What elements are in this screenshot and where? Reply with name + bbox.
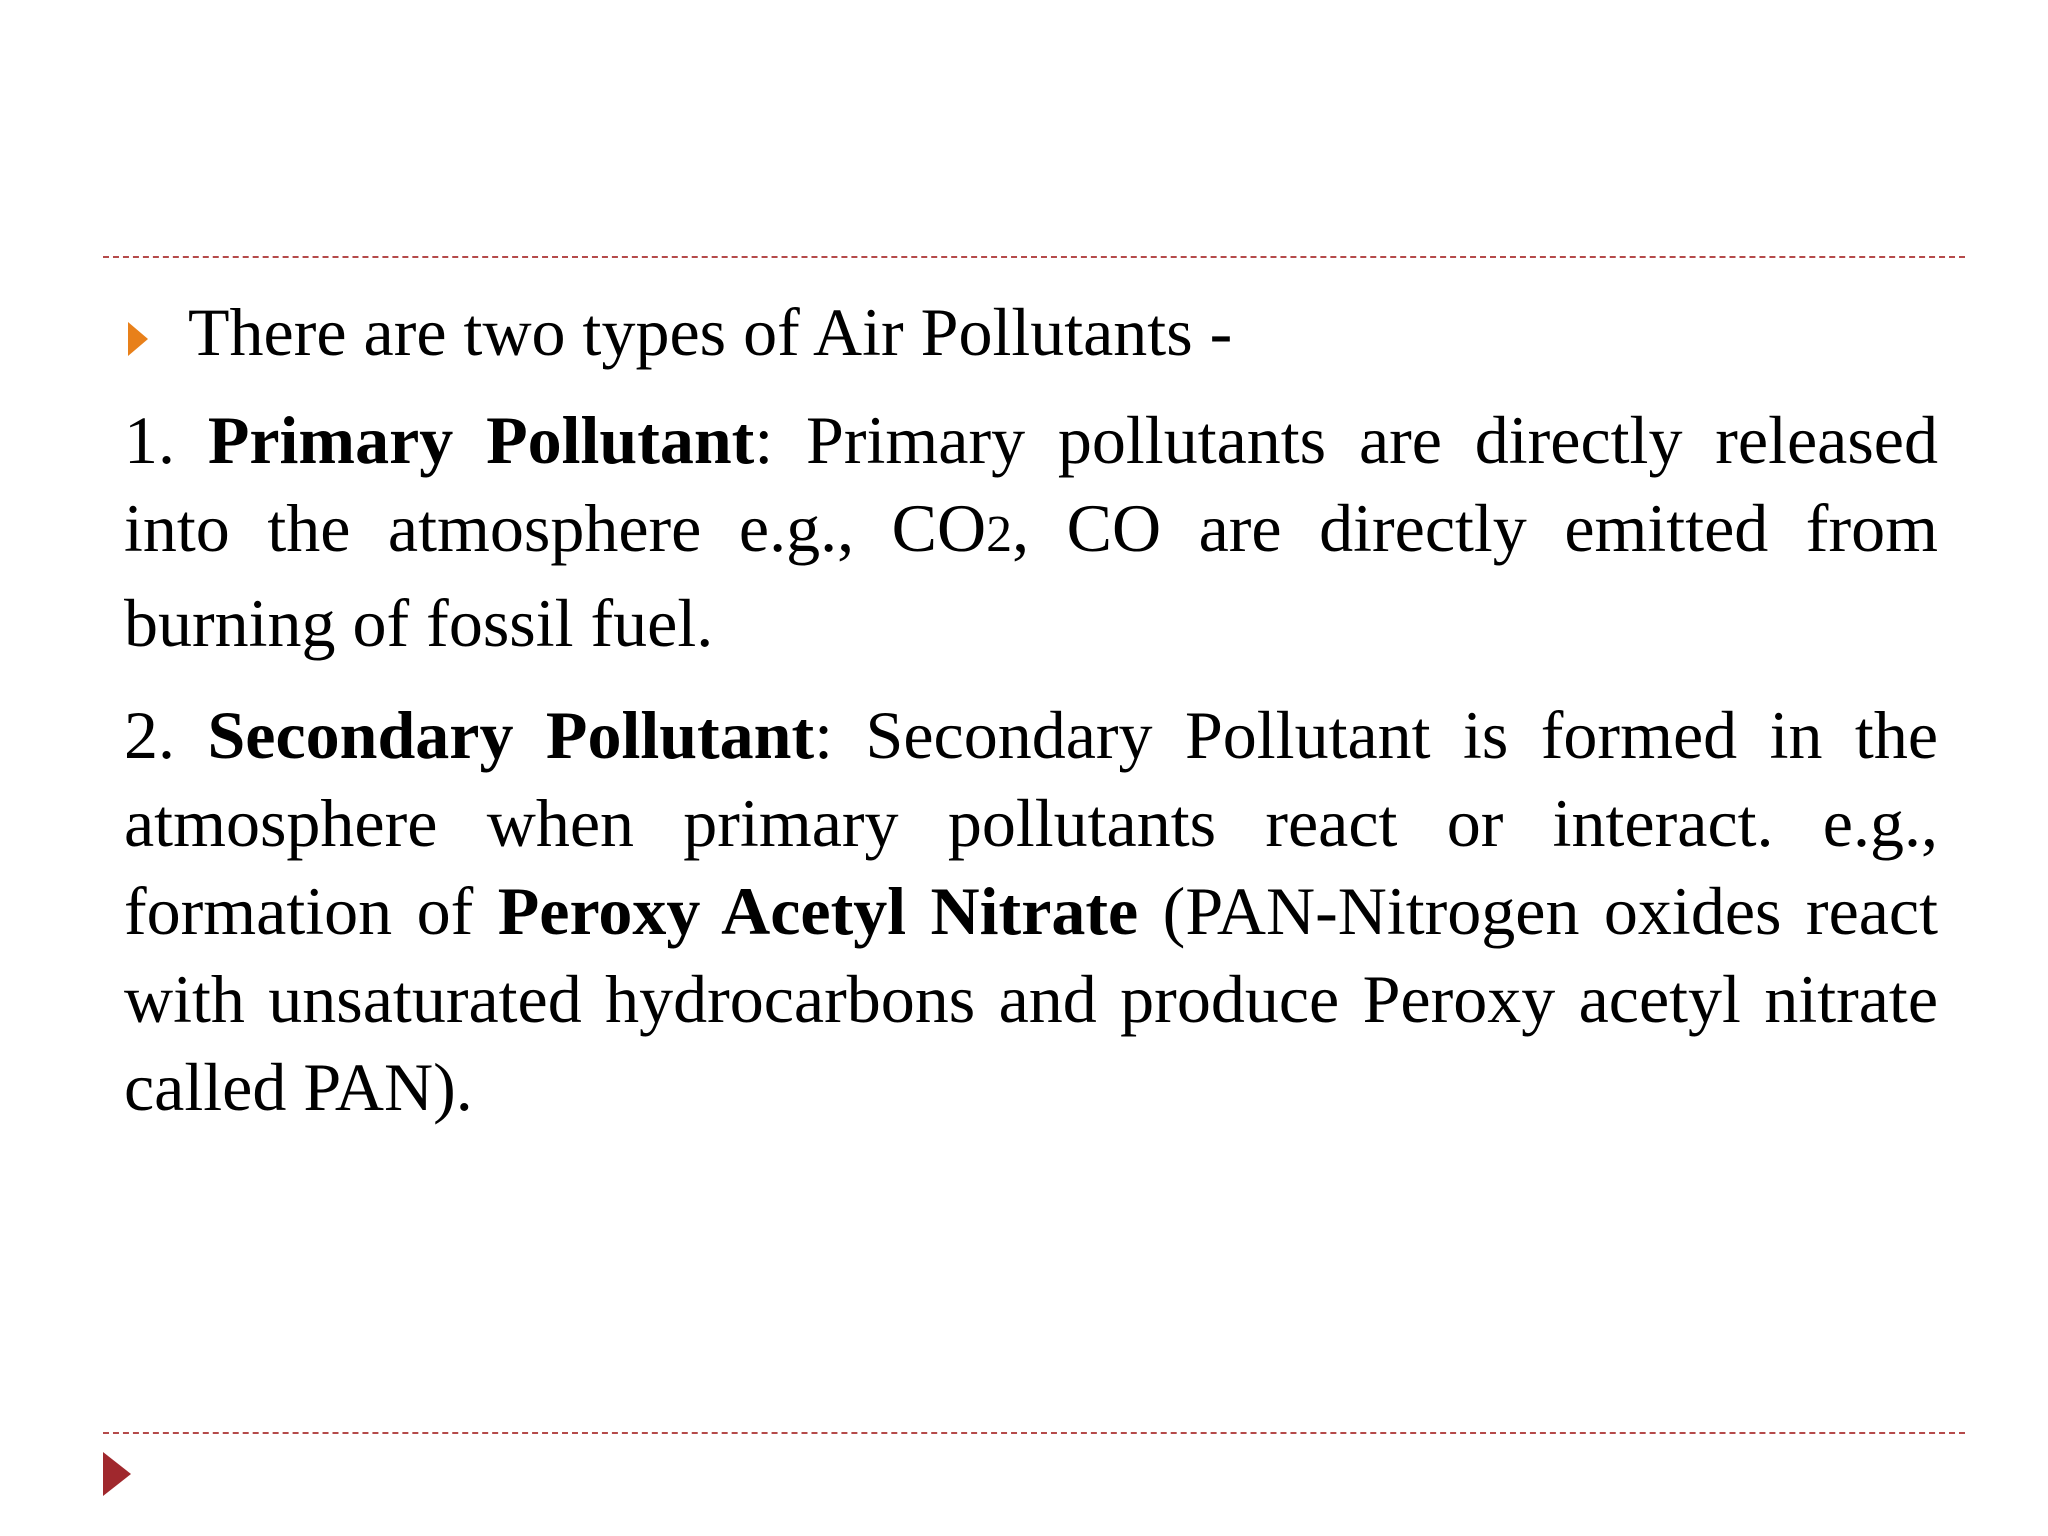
pan-term: Peroxy Acetyl Nitrate [497,873,1139,949]
secondary-text-after: (PAN-Nitrogen oxides react with unsaturated hydrocarbons and produce Peroxy acetyl nitrate called PAN). [124,873,1939,1125]
secondary-number: 2. [124,697,208,773]
secondary-pollutant-paragraph [124,691,1938,1131]
secondary-colon: : [814,697,834,773]
next-slide-arrow-icon[interactable] [103,1452,131,1496]
primary-colon: : [754,402,774,478]
secondary-term: Secondary Pollutant [207,697,815,773]
intro-bullet [124,292,1938,372]
slide-content [124,292,1938,1155]
triangle-bullet-icon [128,322,148,356]
primary-pollutant-paragraph [124,396,1938,667]
primary-text-before: Primary pollutants are directly released into the atmosphere e.g., CO [124,402,1938,566]
co2-subscript: 2 [986,506,1013,563]
primary-term: Primary Pollutant [207,402,755,478]
primary-number: 1. [124,402,208,478]
intro-text: There are two types of Air Pollutants - [188,294,1233,370]
primary-text-after: , CO are directly emitted from burning of fossil fuel. [124,490,1938,661]
secondary-text-before: Secondary Pollutant is formed in the atmosphere when primary pollutants react or interact. e.g., formation of [124,697,1939,949]
top-divider [103,256,1965,258]
bottom-divider [103,1432,1965,1434]
